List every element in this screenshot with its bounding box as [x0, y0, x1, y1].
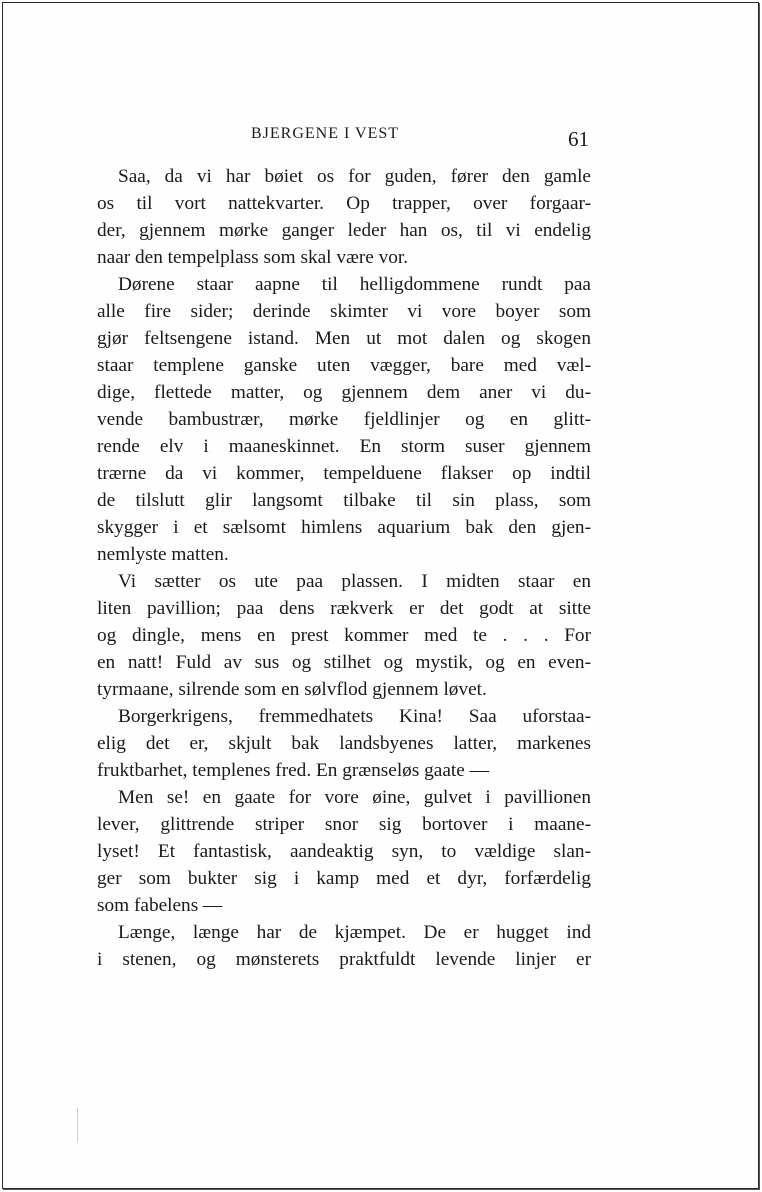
book-page	[2, 2, 759, 1189]
text-line: Længe, længe har de kjæmpet. De er hugget ind	[118, 922, 591, 943]
text-line: rende elv i maaneskinnet. En storm suser gjennem	[97, 436, 591, 457]
text-line: en natt! Fuld av sus og stilhet og mystik, og en even-	[97, 652, 591, 673]
text-line: Dørene staar aapne til helligdommene rundt paa	[118, 274, 591, 295]
text-line: de tilslutt glir langsomt tilbake til sin plass, som	[97, 490, 591, 511]
text-line: liten pavillion; paa dens rækverk er det godt at sitte	[97, 598, 591, 619]
text-line: naar den tempelplass som skal være vor.	[97, 247, 409, 268]
text-line: dige, flettede matter, og gjennem dem aner vi du-	[97, 382, 591, 403]
text-line: elig det er, skjult bak landsbyenes latter, markenes	[97, 733, 591, 754]
text-line: os til vort nattekvarter. Op trapper, over forgaar-	[97, 193, 591, 214]
text-line: ger som bukter sig i kamp med et dyr, forfærdelig	[97, 868, 591, 889]
text-line: vende bambustrær, mørke fjeldlinjer og en glitt-	[97, 409, 591, 430]
body-text	[97, 163, 591, 973]
paper-mark	[77, 1108, 78, 1142]
text-line: Saa, da vi har bøiet os for guden, fører den gamle	[118, 166, 591, 187]
text-line: lever, glittrende striper snor sig bortover i maane-	[97, 814, 591, 835]
text-line: nemlyste matten.	[97, 544, 229, 565]
text-line: staar templene ganske uten vægger, bare med væl-	[97, 355, 591, 376]
text-line: skygger i et sælsomt himlens aquarium bak den gjen-	[97, 517, 591, 538]
text-line: og dingle, mens en prest kommer med te . . . For	[97, 625, 591, 646]
text-line: trærne da vi kommer, tempelduene flakser op indtil	[97, 463, 591, 484]
text-line: Borgerkrigens, fremmedhatets Kina! Saa uforstaa-	[118, 706, 591, 727]
text-line: der, gjennem mørke ganger leder han os, til vi endelig	[97, 220, 591, 241]
text-line: tyrmaane, silrende som en sølvflod gjennem løvet.	[97, 679, 487, 700]
text-line: lyset! Et fantastisk, aandeaktig syn, to vældige slan-	[97, 841, 591, 862]
text-line: fruktbarhet, templenes fred. En grænseløs gaate —	[97, 760, 489, 781]
text-line: som fabelens —	[97, 895, 223, 916]
text-line: Vi sætter os ute paa plassen. I midten staar en	[118, 571, 591, 592]
running-header: BJERGENE I VEST	[251, 125, 400, 142]
text-line: gjør feltsengene istand. Men ut mot dalen og skogen	[97, 328, 591, 349]
text-line: alle fire sider; derinde skimter vi vore boyer som	[97, 301, 591, 322]
page-number: 61	[568, 127, 589, 151]
text-line: i stenen, og mønsterets praktfuldt levende linjer er	[97, 949, 591, 970]
text-line: Men se! en gaate for vore øine, gulvet i pavillionen	[118, 787, 591, 808]
